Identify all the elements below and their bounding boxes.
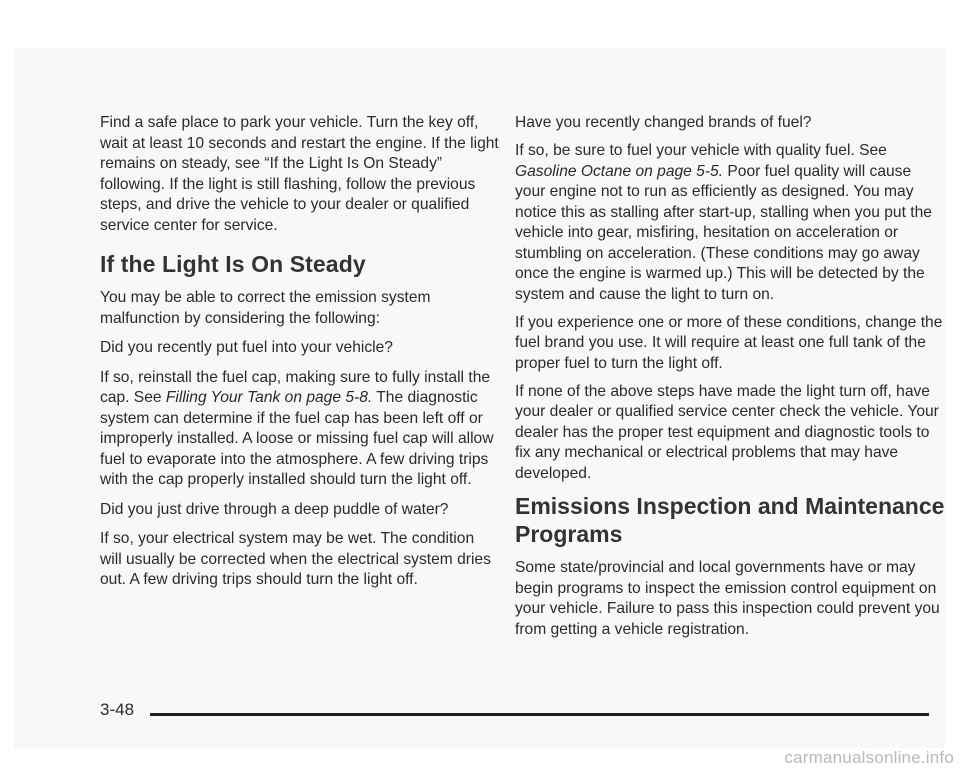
paragraph-electrical-wet: If so, your electrical system may be wet. The condition will usually be corrected when the electrical system dries out. A few driving trips should turn the light off. (100, 530, 491, 588)
paragraph-park-vehicle: Find a safe place to park your vehicle. Turn the key off, wait at least 10 seconds and restart the engine. If the light remains on steady, see “If the Light Is On Steady” following. If the light is still flashing, follow the previous steps, and drive the vehicle to your dealer or qualified service center for service. (100, 114, 499, 234)
text-fuel-cap-after: The diagnostic system can determine if the fuel cap has been left off or improperly installed. A loose or missing fuel cap will allow fuel to evaporate into the atmosphere. A few driving trips with the cap properly installed should turn the light off. (100, 389, 494, 488)
paragraph-correct-malfunction: You may be able to correct the emission system malfunction by considering the following: (100, 289, 431, 327)
paragraph-see-dealer: If none of the above steps have made the light turn off, have your dealer or qualified service center check the vehicle. Your dealer has the proper test equipment and diagnostic tools to fix any mechanical or electrical problems that may have developed. (515, 382, 939, 482)
page-number: 3-48 (100, 700, 135, 719)
paragraph-question-fuel: Did you recently put fuel into your vehicle? (100, 339, 393, 356)
manual-page (14, 48, 945, 748)
heading-emissions-inspection: Emissions Inspection and Maintenance Programs (515, 493, 945, 547)
right-column (515, 113, 945, 648)
left-column (100, 113, 500, 600)
paragraph-question-puddle: Did you just drive through a deep puddle of water? (100, 500, 449, 518)
text-fuel-quality-before: If so, be sure to fuel your vehicle with quality fuel. See (515, 142, 887, 159)
footer-divider (150, 713, 929, 716)
cross-reference-filling-tank[interactable]: Filling Your Tank on page 5-8. (165, 389, 373, 406)
paragraph-change-brand: If you experience one or more of these conditions, change the fuel brand you use. It will require at least one full tank of the proper fuel to turn the light off. (515, 313, 943, 372)
cross-reference-gasoline-octane[interactable]: Gasoline Octane on page 5-5. (515, 162, 724, 180)
paragraph-fuel-quality (515, 141, 945, 305)
watermark-text: carmanualsonline.info (784, 748, 954, 767)
paragraph-question-brands: Have you recently changed brands of fuel? (515, 114, 812, 131)
heading-light-on-steady: If the Light Is On Steady (100, 251, 366, 277)
paragraph-fuel-cap (100, 368, 500, 491)
text-fuel-cap-before: If so, reinstall the fuel cap, making sure to fully install the cap. See (100, 368, 491, 406)
paragraph-inspection-programs: Some state/provincial and local governments have or may begin programs to inspect the emission control equipment on your vehicle. Failure to pass this inspection could prevent you from getting a vehicle registration. (515, 559, 940, 638)
text-fuel-quality-after: Poor fuel quality will cause your engine not to run as efficiently as designed. You may notice this as stalling after start-up, stalling when you put the vehicle into gear, misfiring, hesitation on acceleration or stumbling on acceleration. (These conditions may go away once the engine is warmed up.) This will be detected by the system and cause the light to turn on. (515, 162, 932, 303)
